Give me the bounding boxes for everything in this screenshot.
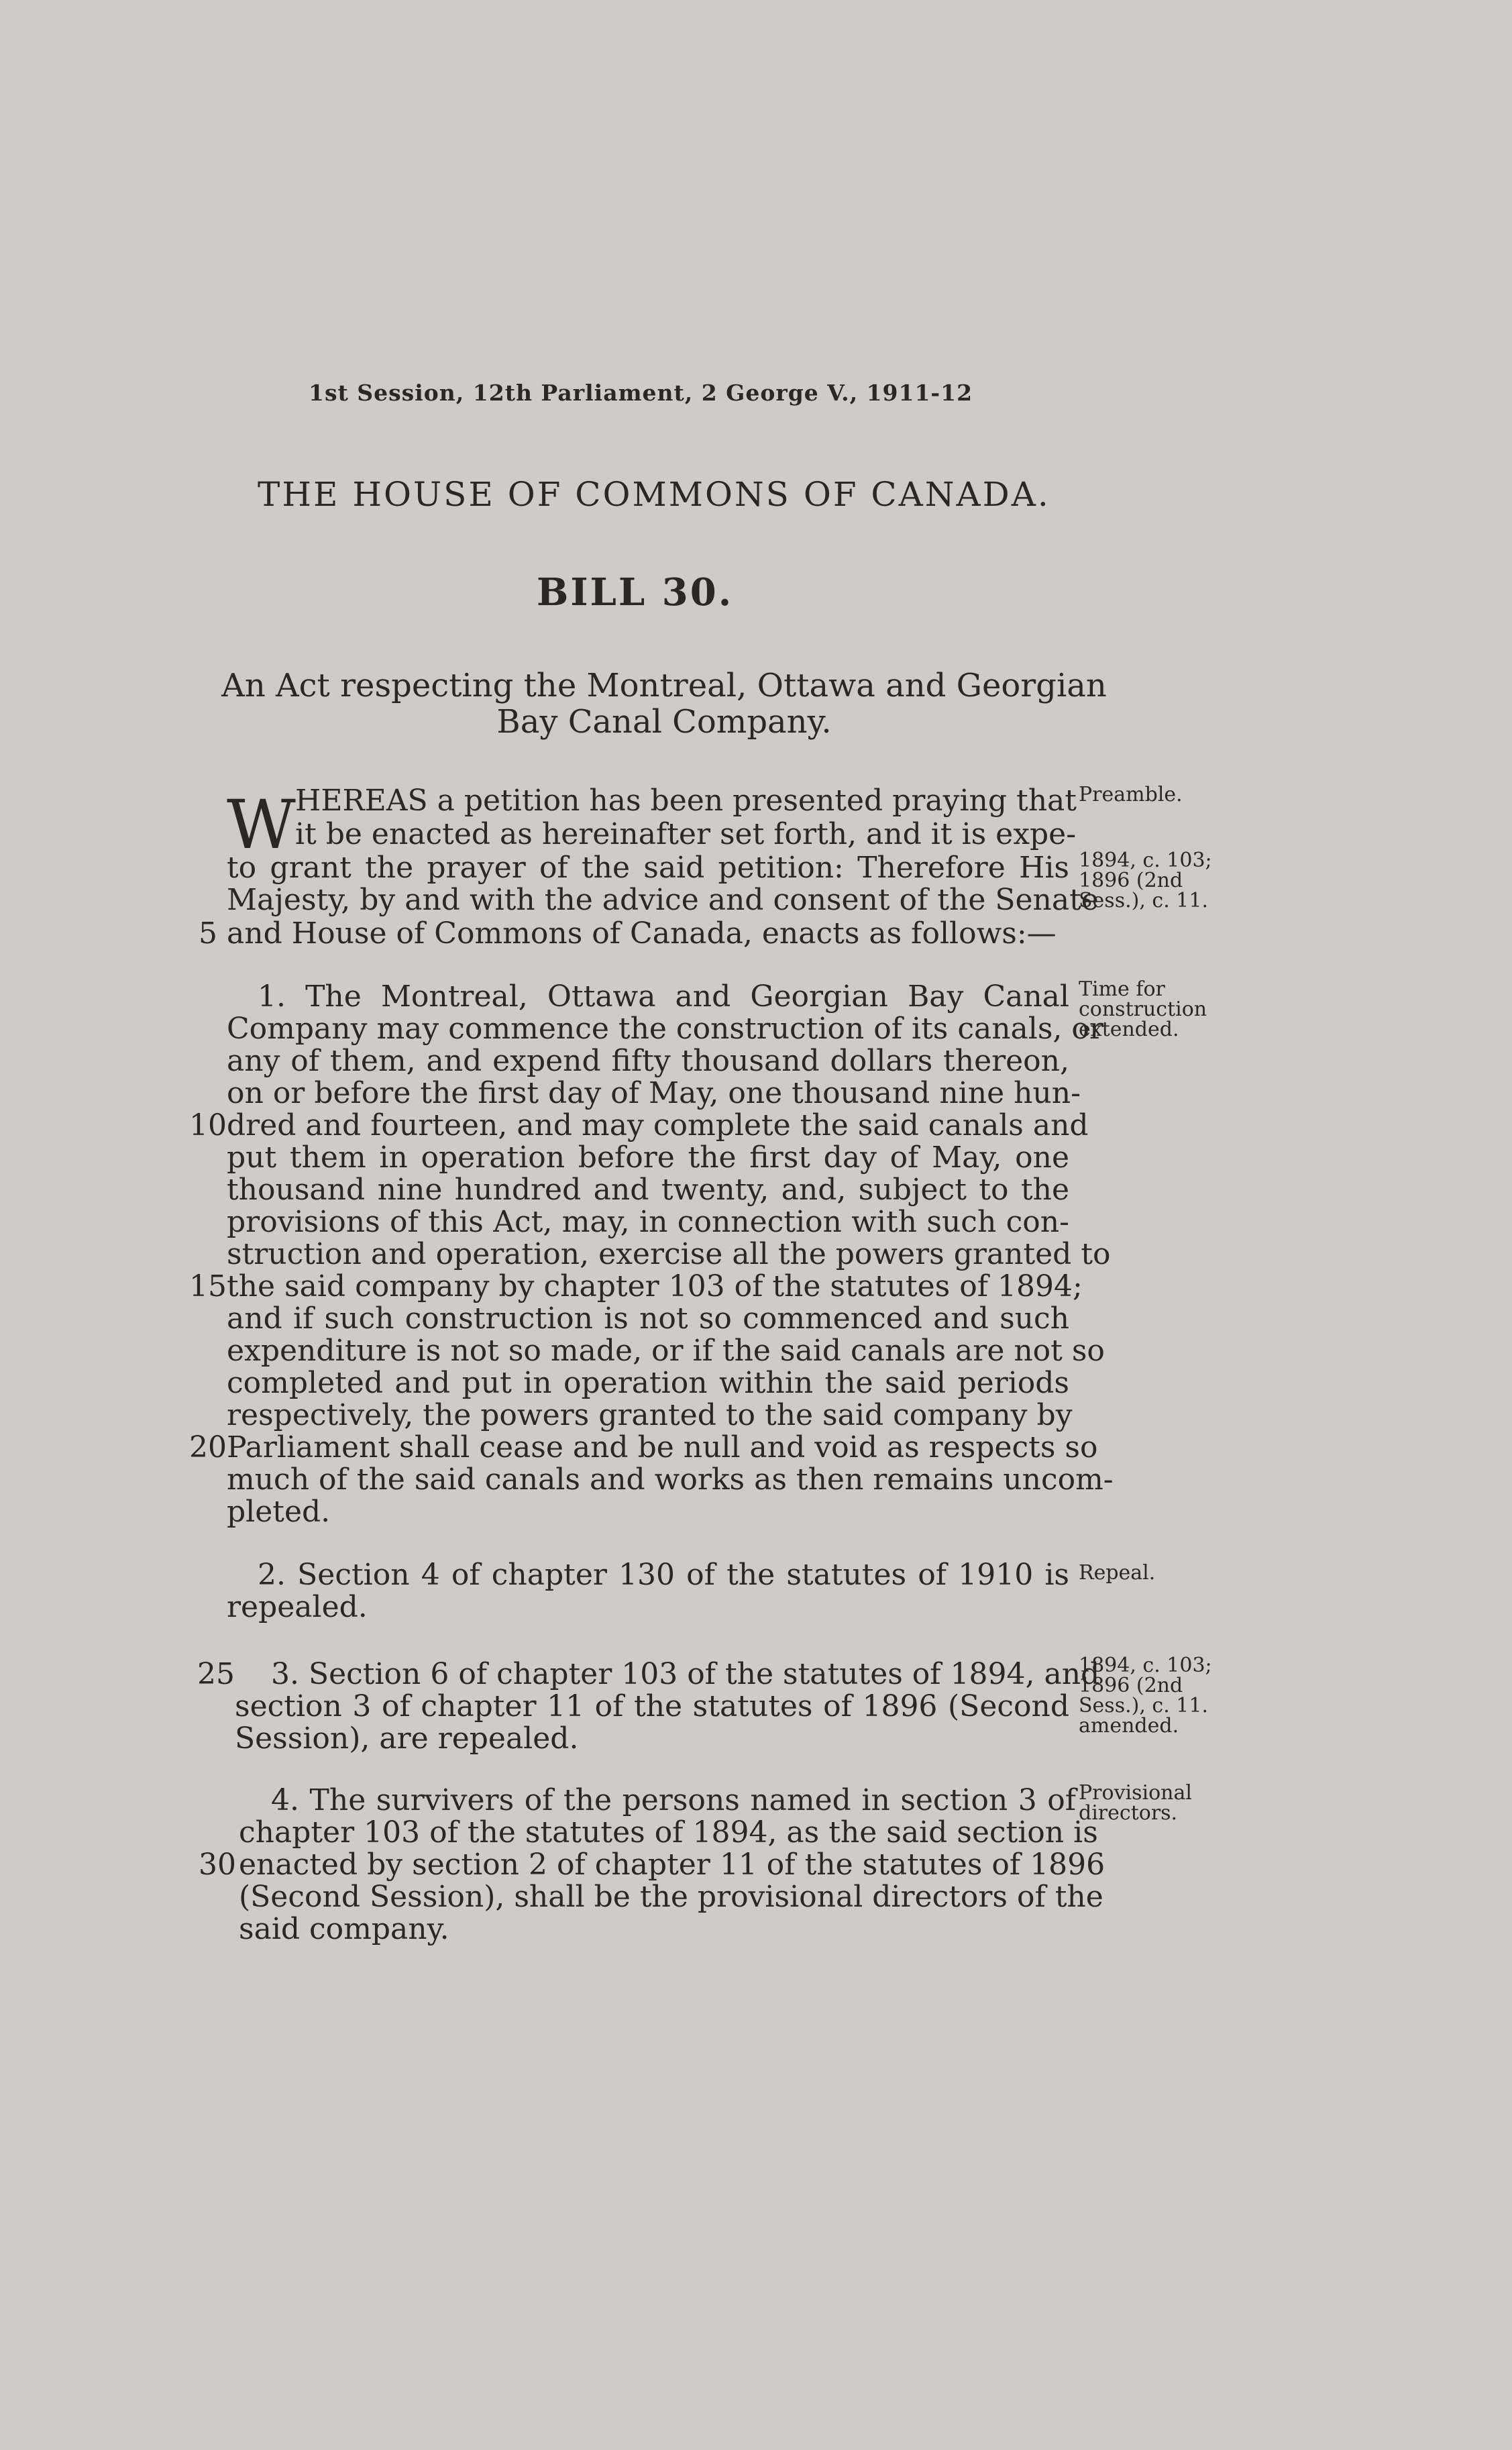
- act-title: An Act respecting the Montreal, Ottawa and Georgian Bay Canal Company.: [221, 667, 1107, 741]
- section4-line: enacted by section 2 of chapter 11 of the statutes of 1896: [239, 1848, 1105, 1882]
- section3-line: 3. Section 6 of chapter 103 of the statutes of 1894, and: [271, 1657, 1100, 1691]
- section1-line: struction and operation, exercise all the powers granted to: [227, 1237, 1111, 1271]
- margin-note-section1: Time for construction extended.: [1079, 977, 1207, 1041]
- preamble-line: it be enacted as hereinafter set forth, and it is expe-: [295, 817, 1077, 851]
- margin-note-preamble: Preamble.: [1079, 783, 1183, 806]
- section1-line: much of the said canals and works as then remains uncom-: [227, 1462, 1114, 1497]
- margin-note-section3: 1894, c. 103; 1896 (2nd Sess.), c. 11. amended.: [1079, 1654, 1212, 1738]
- line-number: 5: [199, 916, 217, 951]
- section1-line: completed and put in operation within the said periods: [227, 1366, 1069, 1400]
- preamble-line: HEREAS a petition has been presented praying that: [295, 784, 1077, 818]
- preamble-line: Majesty, by and with the advice and consent of the Senate: [227, 883, 1099, 917]
- line-number: 30: [199, 1848, 236, 1882]
- preamble-line: and House of Commons of Canada, enacts as follows:—: [227, 916, 1057, 951]
- bill-number: BILL 30.: [537, 570, 734, 615]
- line-number: 20: [189, 1430, 227, 1464]
- section1-line: put them in operation before the first day of May, one: [227, 1140, 1069, 1175]
- margin-note-section2: Repeal.: [1079, 1561, 1156, 1585]
- section3-line: section 3 of chapter 11 of the statutes of 1896 (Second: [235, 1689, 1069, 1723]
- section2-line: repealed.: [227, 1590, 368, 1624]
- section1-line: any of them, and expend fifty thousand dollars thereon,: [227, 1044, 1069, 1078]
- section3-line: Session), are repealed.: [235, 1721, 579, 1756]
- section1-line: thousand nine hundred and twenty, and, subject to the: [227, 1173, 1069, 1207]
- margin-note-section4: Provisional directors.: [1079, 1781, 1192, 1825]
- section1-line: and if such construction is not so commenced and such: [227, 1301, 1069, 1336]
- line-number: 25: [197, 1657, 235, 1691]
- section1-line: provisions of this Act, may, in connection with such con-: [227, 1205, 1069, 1239]
- section1-line: on or before the first day of May, one thousand nine hun-: [227, 1076, 1081, 1110]
- section1-line: the said company by chapter 103 of the statutes of 1894;: [227, 1269, 1083, 1303]
- margin-note-preamble-ref: 1894, c. 103; 1896 (2nd Sess.), c. 11.: [1079, 849, 1212, 912]
- section1-line: Company may commence the construction of its canals, or: [227, 1012, 1103, 1046]
- section1-line: Parliament shall cease and be null and void as respects so: [227, 1430, 1098, 1464]
- section1-line: expenditure is not so made, or if the said canals are not so: [227, 1334, 1105, 1368]
- house-title: THE HOUSE OF COMMONS OF CANADA.: [258, 475, 1050, 514]
- section1-line: respectively, the powers granted to the said company by: [227, 1398, 1073, 1432]
- section1-line: pleted.: [227, 1495, 331, 1529]
- section1-line: dred and fourteen, and may complete the said canals and: [227, 1108, 1089, 1142]
- section1-line: 1. The Montreal, Ottawa and Georgian Bay Canal: [258, 979, 1069, 1014]
- section4-line: said company.: [239, 1912, 449, 1946]
- section4-line: (Second Session), shall be the provisional directors of the: [239, 1880, 1103, 1914]
- section4-line: 4. The survivers of the persons named in section 3 of: [271, 1783, 1076, 1817]
- session-line: 1st Session, 12th Parliament, 2 George V., 1911-12: [309, 380, 973, 406]
- line-number: 10: [189, 1108, 227, 1142]
- section4-line: chapter 103 of the statutes of 1894, as the said section is: [239, 1815, 1098, 1850]
- section2-line: 2. Section 4 of chapter 130 of the statutes of 1910 is: [258, 1558, 1069, 1592]
- drop-cap: W: [227, 786, 296, 864]
- line-number: 15: [189, 1269, 227, 1303]
- preamble-line: to grant the prayer of the said petition: Therefore His: [227, 851, 1069, 885]
